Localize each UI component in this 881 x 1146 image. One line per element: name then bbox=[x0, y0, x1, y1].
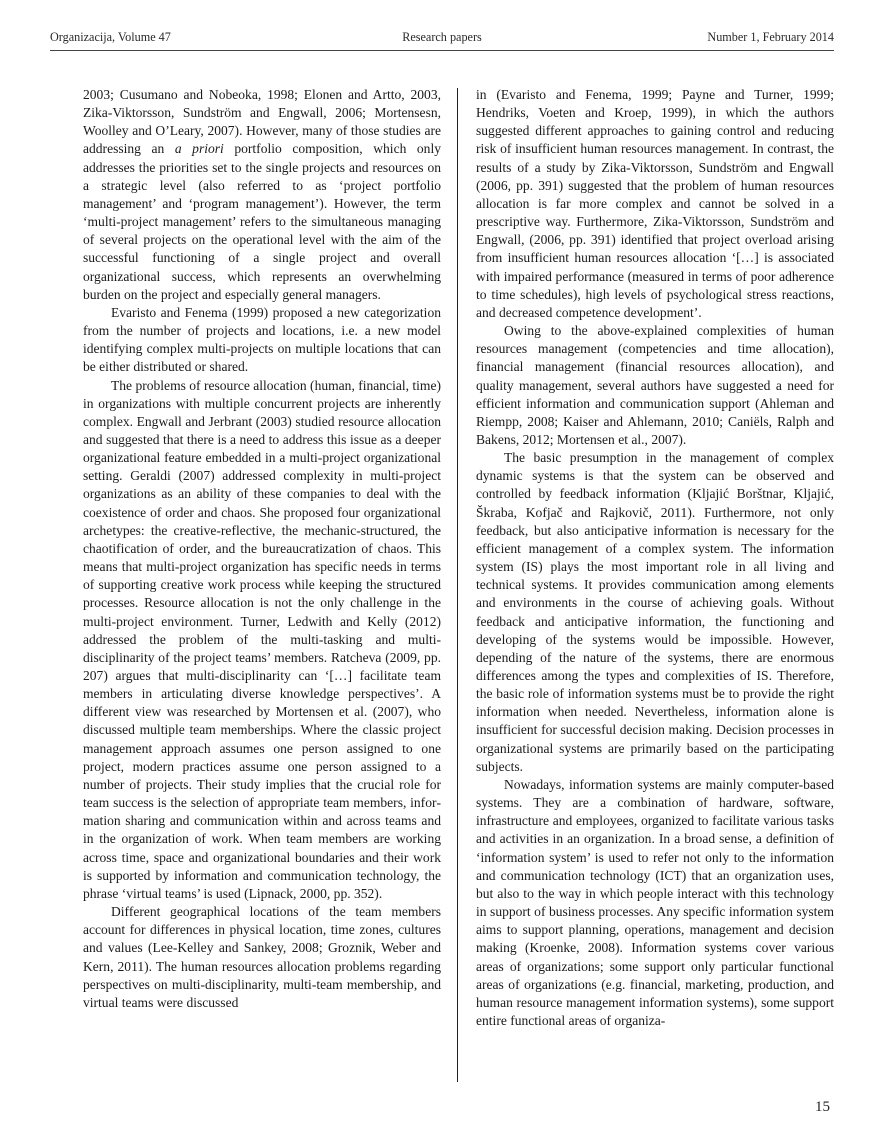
paragraph-text: portfolio composition, which only addresses the priorities set to the single projects and resources on a strategic level (also referred to as ‘project portfolio management’ and ‘program management’). However, the term ‘multi-project management’ refers to the simultaneous managing of several projects on the operational level with the aim of the successful functioning of a single project and overall organizational success, which represents an overwhelming burden on the project and especially general managers. bbox=[83, 141, 441, 302]
paragraph: Owing to the above-explained complexities of human resources management (competencies and time allocation), financial management (financial resources allocation), and quality management, several authors have suggested a need for efficient information and communication support (Ahleman and Riempp, 2008; Kaiser and Ahlemann, 2010; Caniëls, Ralph and Bakens, 2012; Mortensen et al., 2007). bbox=[476, 323, 834, 447]
column-divider bbox=[457, 88, 458, 1082]
running-head bbox=[50, 30, 834, 51]
paragraph bbox=[83, 86, 441, 304]
italic-term: a priori bbox=[174, 141, 224, 157]
paragraph: in (Evaristo and Fenema, 1999; Payne and Turner, 1999; Hendriks, Voeten and Kroep, 1999), in which the authors suggested different approaches to gaining control and reducing risk of insufficient human resources management. In contrast, the results of a study by Zika-Viktorsson, Sundström and Engwall (2006, pp. 391) suggested that the problem of human resources allocation is far more complex and cannot be solved in a prescriptive way. Furthermore, Zika-Viktorsson, Sundström and Engwall, (2006, pp. 391) identified that project overload arising from insufficient human resources allocation ‘[…] is associated with impaired performance (measured in terms of poor adherence to time schedules), high levels of psychological stress reactions, and decreased competence development’. bbox=[476, 87, 834, 320]
issue-date: Number 1, February 2014 bbox=[707, 30, 834, 44]
paragraph: Evaristo and Fenema (1999) proposed a new categorization from the number of projects and locations, i.e. a new model identifying complex multi-projects on multiple locations that can be either distributed or shared. bbox=[83, 304, 441, 375]
paragraph: Different geographical locations of the team members account for differences in physical location, time zones, cultures and values (Lee-Kelley and Sankey, 2008; Groznik, Weber and Kern, 2011). The human resources allocation problems regarding perspectives on multi-disciplinarity, multi-team membership, and virtual teams were discussed bbox=[83, 904, 441, 1010]
journal-volume: Organizacija, Volume 47 bbox=[50, 30, 171, 44]
paragraph: The problems of resource allocation (human, financial, time) in organizations with multiple concurrent projects are inherently complex. Engwall and Jerbrant (2003) studied resource allocation and suggested that there is a need to address this issue as a deeper organizational feature embedded in a multi-project organizational setting. Geraldi (2007) addressed complexity in multi-project organizations as an ability of these companies to deal with the coexistence of order and chaos. She proposed four organizational archetypes: the creative-reflective, the mechanic-structured, the chaotification of order, and the bureaucratization of chaos. This means that multi-project organization has specific needs in terms of supporting creative work process while keeping the structured processes. Resource allocation is not the only challenge in the multi-project environment. Turner, Ledwith and Kelly (2012) addressed the problem of the multi-tasking and multi-disciplinarity of the project teams’ members. Ratcheva (2009, pp. 207) argues that multi-disciplinarity can ‘[…] facilitate team members in articulating diverse knowledge perspectives’. A different view was researched by Mortensen et al. (2007), who discussed multiple team memberships. Where the classic project management approach assumes one person assigned to one project, modern practices assume one person assigned to a number of projects. Their study implies that the crucial role for team success is the selection of appropriate team members, information sharing and communication within and across teams and in the organization of work. When team members are working across time, space and organizational boundaries and their work is supported by information and communication technology, the phrase ‘virtual teams’ is used (Lipnack, 2000, pp. 352). bbox=[83, 377, 441, 901]
paragraph: Nowadays, information systems are mainly computer-based systems. They are a combination of hardware, software, infrastructure and employees, organized to facilitate various tasks and activities in an organization. In a broad sense, a definition of ‘information system’ is used to refer not only to the information and communication technology (ICT) that an organization uses, but also to the way in which people interact with this technology in support of business processes. Any specific information system aims to support planning, operations, management and decision making (Kroenke, 2008). Information systems cover various areas of organizations; some support only particular functional areas of organizations (e.g. financial, marketing, production, and human resource management information systems), some support entire functional areas of organiza- bbox=[476, 776, 834, 1028]
left-column bbox=[83, 86, 441, 1012]
paragraph-text: 2003; Cusumano and Nobeoka, 1998; Elonen and Artto, 2003, Zika-Viktorsson, Sundström and Engwall, 2006; Mortensesn, Woolley and O’Leary, 2007). However, many of those studies are addressing an bbox=[83, 87, 441, 157]
section-title: Research papers bbox=[402, 30, 482, 44]
page-number: 15 bbox=[815, 1099, 830, 1115]
paragraph: The basic presumption in the management of complex dynamic systems is that the system can be observed and controlled by feedback information (Kljajić Borštnar, Kljajić, Škraba, Kofjač and Rajkovič, 2011). Furthermore, not only feedback, but also anticipative information is necessary for the efficient management of a complex system. The information system (IS) plays the most important role in all living and technical systems. It provides communication among elements and environments in the course of achieving goals. Without feedback and anticipative information, the functioning and developing of the systems would be impossible. However, depending of the nature of the systems, there are enormous differences among the types and complexities of IS. Therefore, the basic role of information systems must be to provide the right information when needed. Nevertheless, information alone is insufficient for successful decision making. Decision processes in organizational systems are primarily based on the participating subjects. bbox=[476, 450, 834, 774]
right-column bbox=[476, 86, 834, 1030]
